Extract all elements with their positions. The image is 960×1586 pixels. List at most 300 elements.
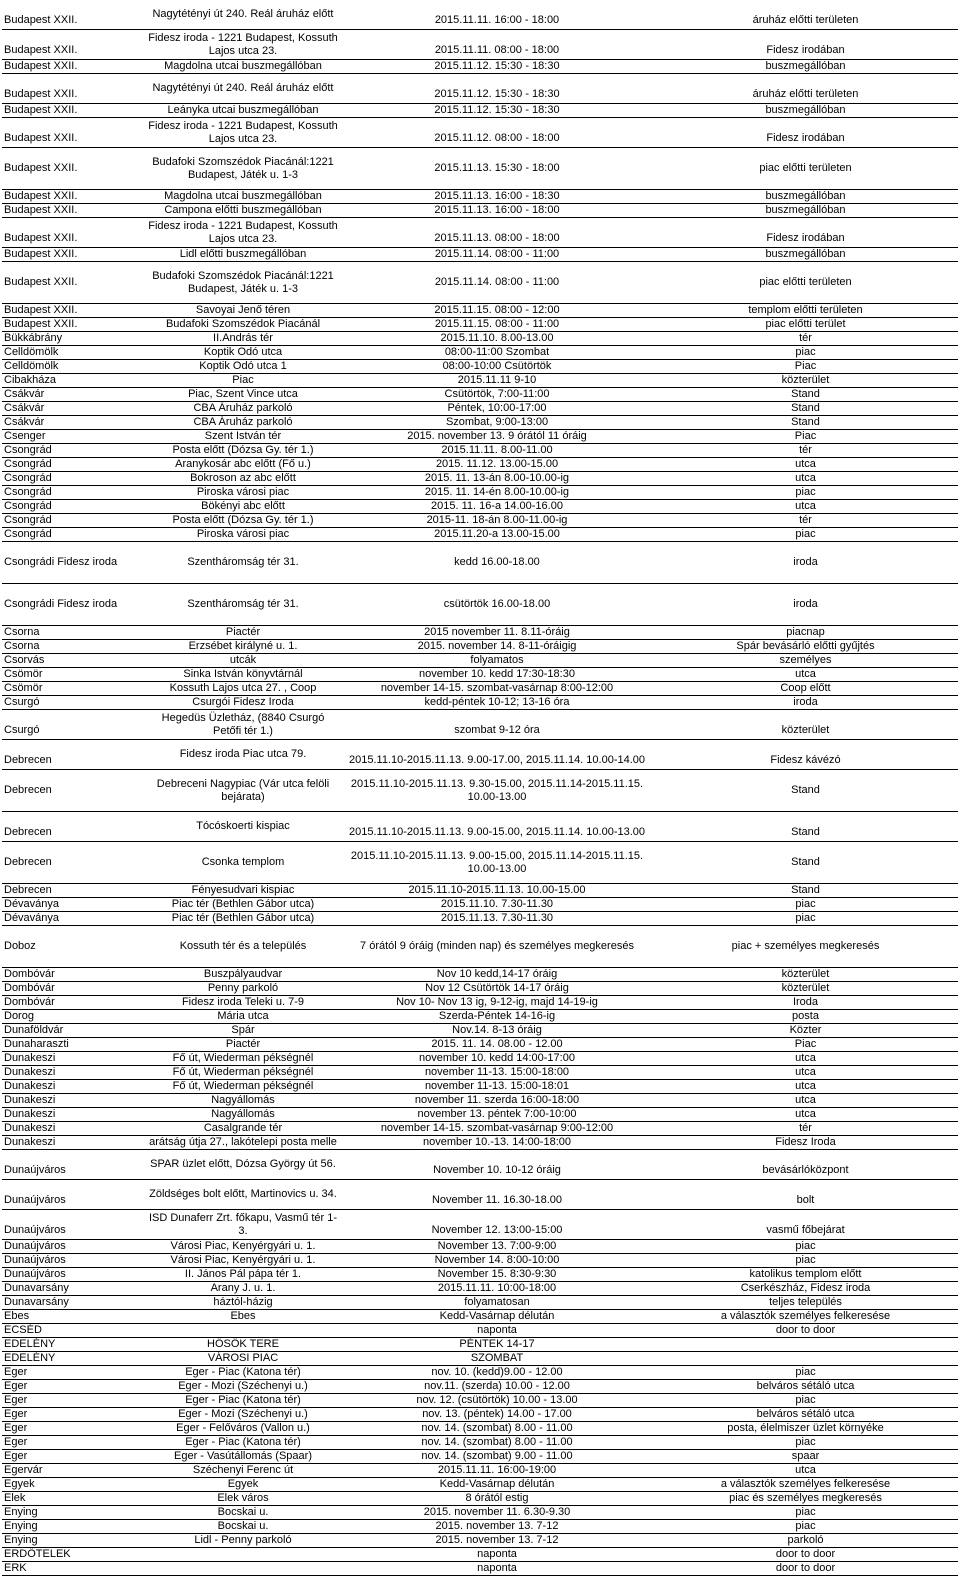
place-cell: Koptik Odó utca 1 <box>145 360 341 374</box>
place-cell: Bokroson az abc előtt <box>145 472 341 486</box>
table-row <box>2 430 958 444</box>
time-cell: 2015.11.12. 15:30 - 18:30 <box>341 104 653 118</box>
place-cell: Savoyai Jenő téren <box>145 304 341 318</box>
table-row <box>2 1052 958 1066</box>
type-cell: bolt <box>653 1180 958 1210</box>
place-cell: Eger - Mozi (Széchenyi u.) <box>145 1380 341 1394</box>
city-cell: Dunavarsány <box>2 1296 145 1310</box>
place-cell: Magdolna utcai buszmegállóban <box>145 60 341 74</box>
city-cell: Dévaványa <box>2 912 145 926</box>
city-cell: Dunaújváros <box>2 1240 145 1254</box>
place-cell: Buszpályaudvar <box>145 968 341 982</box>
city-cell: Budapest XXII. <box>2 304 145 318</box>
time-cell: Nov.14. 8-13 óráig <box>341 1024 653 1038</box>
time-cell: Nov 10 kedd,14-17 óráig <box>341 968 653 982</box>
type-cell: Stand <box>653 402 958 416</box>
place-cell: Aranykosár abc előtt (Fő u.) <box>145 458 341 472</box>
table-row <box>2 346 958 360</box>
city-cell: Csömör <box>2 682 145 696</box>
city-cell: Dombóvár <box>2 996 145 1010</box>
type-cell: Piac <box>653 360 958 374</box>
type-cell: piac <box>653 528 958 542</box>
time-cell: kedd-péntek 10-12; 13-16 óra <box>341 696 653 710</box>
table-row <box>2 1338 958 1352</box>
type-cell: Spár bevásárló előtti gyűjtés <box>653 640 958 654</box>
type-cell: bevásárlóközpont <box>653 1150 958 1180</box>
type-cell: piac <box>653 1506 958 1520</box>
type-cell: Piac <box>653 430 958 444</box>
table-row <box>2 1066 958 1080</box>
place-cell: Szentháromság tér 31. <box>145 542 341 584</box>
city-cell: Doboz <box>2 926 145 968</box>
table-row <box>2 1210 958 1240</box>
table-body <box>2 0 958 1576</box>
type-cell: iroda <box>653 696 958 710</box>
city-cell: Eger <box>2 1422 145 1436</box>
type-cell: Cserkészház, Fidesz iroda <box>653 1282 958 1296</box>
type-cell: utca <box>653 1066 958 1080</box>
place-cell <box>145 1324 341 1338</box>
city-cell: Debrecen <box>2 740 145 770</box>
place-cell: Piac <box>145 374 341 388</box>
time-cell: November 12. 13:00-15:00 <box>341 1210 653 1240</box>
place-cell: VÁROSI PIAC <box>145 1352 341 1366</box>
type-cell: Piac <box>653 1038 958 1052</box>
type-cell: piac <box>653 1366 958 1380</box>
type-cell: piac <box>653 912 958 926</box>
type-cell: közterület <box>653 968 958 982</box>
time-cell: november 14-15. szombat-vasárnap 8:00-12:00 <box>341 682 653 696</box>
time-cell: nov. 14. (szombat) 9.00 - 11.00 <box>341 1450 653 1464</box>
type-cell: közterület <box>653 982 958 996</box>
city-cell: Egervár <box>2 1464 145 1478</box>
type-cell <box>653 1352 958 1366</box>
city-cell: Dombóvár <box>2 982 145 996</box>
place-cell: Széchenyi Ferenc út <box>145 1464 341 1478</box>
time-cell: nov. 10. (kedd)9.00 - 12.00 <box>341 1366 653 1380</box>
table-row <box>2 74 958 104</box>
type-cell: Coop előtt <box>653 682 958 696</box>
type-cell: Stand <box>653 842 958 884</box>
time-cell: folyamatos <box>341 654 653 668</box>
table-row <box>2 416 958 430</box>
city-cell: Budapest XXII. <box>2 74 145 104</box>
type-cell: Fidesz irodában <box>653 118 958 148</box>
table-row <box>2 1478 958 1492</box>
type-cell: door to door <box>653 1562 958 1576</box>
place-cell: Spár <box>145 1024 341 1038</box>
place-cell: Fidesz iroda Piac utca 79. <box>145 740 341 770</box>
time-cell: nov.11. (szerda) 10.00 - 12.00 <box>341 1380 653 1394</box>
table-row <box>2 1380 958 1394</box>
table-row <box>2 898 958 912</box>
city-cell: Eger <box>2 1450 145 1464</box>
table-row <box>2 926 958 968</box>
table-row <box>2 204 958 218</box>
place-cell: Piroska városi piac <box>145 528 341 542</box>
type-cell: személyes <box>653 654 958 668</box>
table-row <box>2 1094 958 1108</box>
time-cell: november 14-15. szombat-vasárnap 9:00-12:00 <box>341 1122 653 1136</box>
table-row <box>2 542 958 584</box>
time-cell: 2015.11.20-a 13.00-15.00 <box>341 528 653 542</box>
time-cell: november 10. kedd 14:00-17:00 <box>341 1052 653 1066</box>
city-cell: Csongrádi Fidesz iroda <box>2 584 145 626</box>
type-cell: teljes település <box>653 1296 958 1310</box>
time-cell: 2015.11.11. 16:00 - 18:00 <box>341 0 653 30</box>
city-cell: Dévaványa <box>2 898 145 912</box>
city-cell: Csongrád <box>2 444 145 458</box>
city-cell: Eger <box>2 1366 145 1380</box>
type-cell: tér <box>653 514 958 528</box>
place-cell: CBA Áruház parkoló <box>145 402 341 416</box>
city-cell: Csurgó <box>2 710 145 740</box>
type-cell: piac előtti területen <box>653 148 958 190</box>
time-cell: 2015.11.11. 08:00 - 18:00 <box>341 30 653 60</box>
type-cell: áruház előtti területen <box>653 74 958 104</box>
place-cell: utcák <box>145 654 341 668</box>
place-cell: Fényesudvari kispiac <box>145 884 341 898</box>
table-row <box>2 148 958 190</box>
place-cell: Budafoki Szomszédok Piacánál <box>145 318 341 332</box>
table-row <box>2 1506 958 1520</box>
table-row <box>2 1038 958 1052</box>
table-row <box>2 500 958 514</box>
table-row <box>2 332 958 346</box>
type-cell: a választók személyes felkeresése <box>653 1310 958 1324</box>
table-row <box>2 248 958 262</box>
city-cell: Budapest XXII. <box>2 104 145 118</box>
city-cell: Csongrád <box>2 514 145 528</box>
time-cell: november 10. kedd 17:30-18:30 <box>341 668 653 682</box>
city-cell: Eger <box>2 1408 145 1422</box>
type-cell: Közter <box>653 1024 958 1038</box>
place-cell: Kossuth tér és a település <box>145 926 341 968</box>
type-cell: piac <box>653 898 958 912</box>
city-cell: Dunakeszi <box>2 1122 145 1136</box>
type-cell: piac + személyes megkeresés <box>653 926 958 968</box>
place-cell: Piroska városi piac <box>145 486 341 500</box>
time-cell: 2015.11.14. 08:00 - 11:00 <box>341 248 653 262</box>
time-cell: november 10.-13. 14:00-18:00 <box>341 1136 653 1150</box>
place-cell <box>145 1562 341 1576</box>
table-row <box>2 1010 958 1024</box>
table-row <box>2 1080 958 1094</box>
city-cell: Budapest XXII. <box>2 262 145 304</box>
table-row <box>2 996 958 1010</box>
type-cell: áruház előtti területen <box>653 0 958 30</box>
time-cell: 2015.11.13. 7.30-11.30 <box>341 912 653 926</box>
type-cell: buszmegállóban <box>653 104 958 118</box>
place-cell: Csurgói Fidesz Iroda <box>145 696 341 710</box>
place-cell: Egyek <box>145 1478 341 1492</box>
table-row <box>2 668 958 682</box>
time-cell: 2015. november 14. 8-11-óráigig <box>341 640 653 654</box>
table-row <box>2 1024 958 1038</box>
place-cell: Eger - Piac (Katona tér) <box>145 1394 341 1408</box>
place-cell: HŐSÖK TERE <box>145 1338 341 1352</box>
city-cell: Enying <box>2 1520 145 1534</box>
type-cell: közterület <box>653 710 958 740</box>
table-row <box>2 1282 958 1296</box>
type-cell: utca <box>653 458 958 472</box>
time-cell: nov. 12. (csütörtök) 10.00 - 13.00 <box>341 1394 653 1408</box>
type-cell: piac <box>653 346 958 360</box>
place-cell: Eger - Mozi (Széchenyi u.) <box>145 1408 341 1422</box>
city-cell: Budapest XXII. <box>2 0 145 30</box>
place-cell: Eger - Felőváros (Vallon u.) <box>145 1422 341 1436</box>
city-cell: Dunaújváros <box>2 1268 145 1282</box>
city-cell: Csongrád <box>2 486 145 500</box>
city-cell: Debrecen <box>2 842 145 884</box>
table-row <box>2 118 958 148</box>
table-row <box>2 1408 958 1422</box>
table-row <box>2 812 958 842</box>
city-cell: Budapest XXII. <box>2 318 145 332</box>
time-cell: 2015. november 13. 9 órától 11 óráig <box>341 430 653 444</box>
city-cell: Budapest XXII. <box>2 218 145 248</box>
table-row <box>2 626 958 640</box>
time-cell: November 10. 10-12 óráig <box>341 1150 653 1180</box>
type-cell: parkoló <box>653 1534 958 1548</box>
city-cell: Ebes <box>2 1310 145 1324</box>
table-row <box>2 1310 958 1324</box>
table-row <box>2 374 958 388</box>
type-cell: buszmegállóban <box>653 248 958 262</box>
type-cell: tér <box>653 1122 958 1136</box>
city-cell: Celldömölk <box>2 360 145 374</box>
table-row <box>2 388 958 402</box>
time-cell: 2015.11.13. 15:30 - 18:00 <box>341 148 653 190</box>
table-row <box>2 912 958 926</box>
type-cell: a választók személyes felkeresése <box>653 1478 958 1492</box>
table-row <box>2 1296 958 1310</box>
place-cell: háztól-házig <box>145 1296 341 1310</box>
place-cell: Debreceni Nagypiac (Vár utca felöli bejárata) <box>145 770 341 812</box>
city-cell: EDELÉNY <box>2 1352 145 1366</box>
city-cell: Dunaharaszti <box>2 1038 145 1052</box>
table-row <box>2 1450 958 1464</box>
table-row <box>2 218 958 248</box>
table-row <box>2 60 958 74</box>
city-cell: Debrecen <box>2 812 145 842</box>
place-cell: Lidl - Penny parkoló <box>145 1534 341 1548</box>
time-cell: 2015.11.11 9-10 <box>341 374 653 388</box>
time-cell: 2015.11.13. 08:00 - 18:00 <box>341 218 653 248</box>
time-cell: 2015.11.10-2015.11.13. 9.00-15.00, 2015.11.14. 10.00-13.00 <box>341 812 653 842</box>
time-cell: 2015.11.12. 15:30 - 18:30 <box>341 60 653 74</box>
type-cell: spaar <box>653 1450 958 1464</box>
place-cell: Fidesz iroda - 1221 Budapest, Kossuth Lajos utca 23. <box>145 118 341 148</box>
table-row <box>2 1180 958 1210</box>
time-cell: november 11-13. 15:00-18:00 <box>341 1066 653 1080</box>
table-row <box>2 1562 958 1576</box>
time-cell: 2015.11.12. 15:30 - 18:30 <box>341 74 653 104</box>
time-cell: 08:00-10:00 Csütörtök <box>341 360 653 374</box>
table-row <box>2 1108 958 1122</box>
time-cell: folyamatosan <box>341 1296 653 1310</box>
type-cell: utca <box>653 1080 958 1094</box>
table-row <box>2 1352 958 1366</box>
place-cell: Lidl előtti buszmegállóban <box>145 248 341 262</box>
place-cell: Ebes <box>145 1310 341 1324</box>
time-cell: Szerda-Péntek 14-16-ig <box>341 1010 653 1024</box>
table-row <box>2 0 958 30</box>
type-cell: piac előtti területen <box>653 262 958 304</box>
type-cell: piac <box>653 1394 958 1408</box>
city-cell: Dunakeszi <box>2 1108 145 1122</box>
city-cell: Csákvár <box>2 402 145 416</box>
city-cell: Enying <box>2 1534 145 1548</box>
place-cell: Mária utca <box>145 1010 341 1024</box>
table-row <box>2 444 958 458</box>
place-cell: Fidesz iroda - 1221 Budapest, Kossuth Lajos utca 23. <box>145 218 341 248</box>
table-row <box>2 402 958 416</box>
table-row <box>2 318 958 332</box>
place-cell: Fő út, Wiederman pékségnél <box>145 1066 341 1080</box>
table-row <box>2 842 958 884</box>
place-cell: Leányka utcai buszmegállóban <box>145 104 341 118</box>
time-cell: 2015. 11.12. 13.00-15.00 <box>341 458 653 472</box>
city-cell: Csömör <box>2 668 145 682</box>
time-cell: nov. 13. (péntek) 14.00 - 17.00 <box>341 1408 653 1422</box>
type-cell: iroda <box>653 584 958 626</box>
place-cell: Nagytétényi út 240. Reál áruház előtt <box>145 0 341 30</box>
table-row <box>2 472 958 486</box>
place-cell: Csonka templom <box>145 842 341 884</box>
city-cell: Eger <box>2 1380 145 1394</box>
type-cell: piac és személyes megkeresés <box>653 1492 958 1506</box>
type-cell: door to door <box>653 1324 958 1338</box>
city-cell: Dunakeszi <box>2 1136 145 1150</box>
city-cell: Cibakháza <box>2 374 145 388</box>
type-cell: utca <box>653 500 958 514</box>
table-row <box>2 1534 958 1548</box>
city-cell: Csongrád <box>2 528 145 542</box>
time-cell: 2015.11.11. 16:00-19:00 <box>341 1464 653 1478</box>
campaign-schedule-table <box>2 0 958 1576</box>
city-cell: Dombóvár <box>2 968 145 982</box>
table-row <box>2 1422 958 1436</box>
city-cell: Dunakeszi <box>2 1052 145 1066</box>
place-cell: Zöldséges bolt előtt, Martinovics u. 34. <box>145 1180 341 1210</box>
place-cell: Posta előtt (Dózsa Gy. tér 1.) <box>145 444 341 458</box>
time-cell: November 13. 7:00-9:00 <box>341 1240 653 1254</box>
city-cell: Csorvás <box>2 654 145 668</box>
table-row <box>2 682 958 696</box>
city-cell: Budapest XXII. <box>2 190 145 204</box>
time-cell: Péntek, 10:00-17:00 <box>341 402 653 416</box>
type-cell: tér <box>653 332 958 346</box>
place-cell: Koptik Odó utca <box>145 346 341 360</box>
type-cell: Iroda <box>653 996 958 1010</box>
table-row <box>2 770 958 812</box>
place-cell: Nagyállomás <box>145 1108 341 1122</box>
city-cell: Csongrád <box>2 472 145 486</box>
place-cell: Hegedüs Üzletház, (8840 Csurgó Petőfi tér 1.) <box>145 710 341 740</box>
time-cell: naponta <box>341 1324 653 1338</box>
time-cell: nov. 14. (szombat) 8.00 - 11.00 <box>341 1436 653 1450</box>
table-row <box>2 458 958 472</box>
city-cell: Enying <box>2 1506 145 1520</box>
city-cell: Bükkábrány <box>2 332 145 346</box>
city-cell: Dunavarsány <box>2 1282 145 1296</box>
type-cell: utca <box>653 1108 958 1122</box>
time-cell: 2015.11.10. 8.00-13.00 <box>341 332 653 346</box>
table-row <box>2 982 958 996</box>
time-cell: 2015.11.10-2015.11.13. 9.30-15.00, 2015.11.14-2015.11.15. 10.00-13.00 <box>341 770 653 812</box>
time-cell: 2015.11.10-2015.11.13. 9.00-15.00, 2015.11.14-2015.11.15. 10.00-13.00 <box>341 842 653 884</box>
city-cell: Celldömölk <box>2 346 145 360</box>
place-cell: Bökényi abc előtt <box>145 500 341 514</box>
time-cell: 2015.11.14. 08:00 - 11:00 <box>341 262 653 304</box>
place-cell: Piac, Szent Vince utca <box>145 388 341 402</box>
time-cell: november 11. szerda 16:00-18:00 <box>341 1094 653 1108</box>
city-cell: Debrecen <box>2 770 145 812</box>
city-cell: Csorna <box>2 626 145 640</box>
city-cell: Budapest XXII. <box>2 204 145 218</box>
type-cell: piac <box>653 486 958 500</box>
type-cell: utca <box>653 1464 958 1478</box>
table-row <box>2 528 958 542</box>
time-cell: 2015. 11. 14-én 8.00-10.00-ig <box>341 486 653 500</box>
city-cell: Dunaújváros <box>2 1210 145 1240</box>
type-cell <box>653 1338 958 1352</box>
city-cell: Budapest XXII. <box>2 60 145 74</box>
time-cell: 2015.11.12. 08:00 - 18:00 <box>341 118 653 148</box>
time-cell: 2015. 11. 13-án 8.00-10.00-ig <box>341 472 653 486</box>
place-cell: Sinka István könyvtárnál <box>145 668 341 682</box>
time-cell: 2015.11.10. 7.30-11.30 <box>341 898 653 912</box>
time-cell: November 15. 8:30-9:30 <box>341 1268 653 1282</box>
time-cell: 2015.11.13. 16:00 - 18:30 <box>341 190 653 204</box>
city-cell: Eger <box>2 1394 145 1408</box>
type-cell: piac <box>653 1436 958 1450</box>
place-cell: Elek város <box>145 1492 341 1506</box>
time-cell: 2015.11.11. 10:00-18:00 <box>341 1282 653 1296</box>
city-cell: Budapest XXII. <box>2 30 145 60</box>
table-row <box>2 1122 958 1136</box>
table-row <box>2 740 958 770</box>
place-cell: Városi Piac, Kenyérgyári u. 1. <box>145 1254 341 1268</box>
table-row <box>2 30 958 60</box>
place-cell <box>145 1548 341 1562</box>
type-cell: Stand <box>653 416 958 430</box>
time-cell: Szombat, 9:00-13:00 <box>341 416 653 430</box>
type-cell: piac <box>653 1520 958 1534</box>
place-cell: Nagytétényi út 240. Reál áruház előtt <box>145 74 341 104</box>
time-cell: PÉNTEK 14-17 <box>341 1338 653 1352</box>
city-cell: EDELÉNY <box>2 1338 145 1352</box>
table-row <box>2 1268 958 1282</box>
city-cell: Csákvár <box>2 416 145 430</box>
time-cell: 2015.11.10-2015.11.13. 10.00-15.00 <box>341 884 653 898</box>
type-cell: vasmű főbejárat <box>653 1210 958 1240</box>
city-cell: Csákvár <box>2 388 145 402</box>
type-cell: buszmegállóban <box>653 60 958 74</box>
city-cell: Dunaújváros <box>2 1254 145 1268</box>
type-cell: piac <box>653 1240 958 1254</box>
type-cell: Fidesz irodában <box>653 30 958 60</box>
place-cell: Magdolna utcai buszmegállóban <box>145 190 341 204</box>
type-cell: Stand <box>653 770 958 812</box>
type-cell: közterület <box>653 374 958 388</box>
time-cell: 2015. november 13. 7-12 <box>341 1534 653 1548</box>
time-cell: 7 órától 9 óráig (minden nap) és személyes megkeresés <box>341 926 653 968</box>
place-cell: Campona előtti buszmegállóban <box>145 204 341 218</box>
place-cell: Piactér <box>145 626 341 640</box>
city-cell: Dunakeszi <box>2 1094 145 1108</box>
